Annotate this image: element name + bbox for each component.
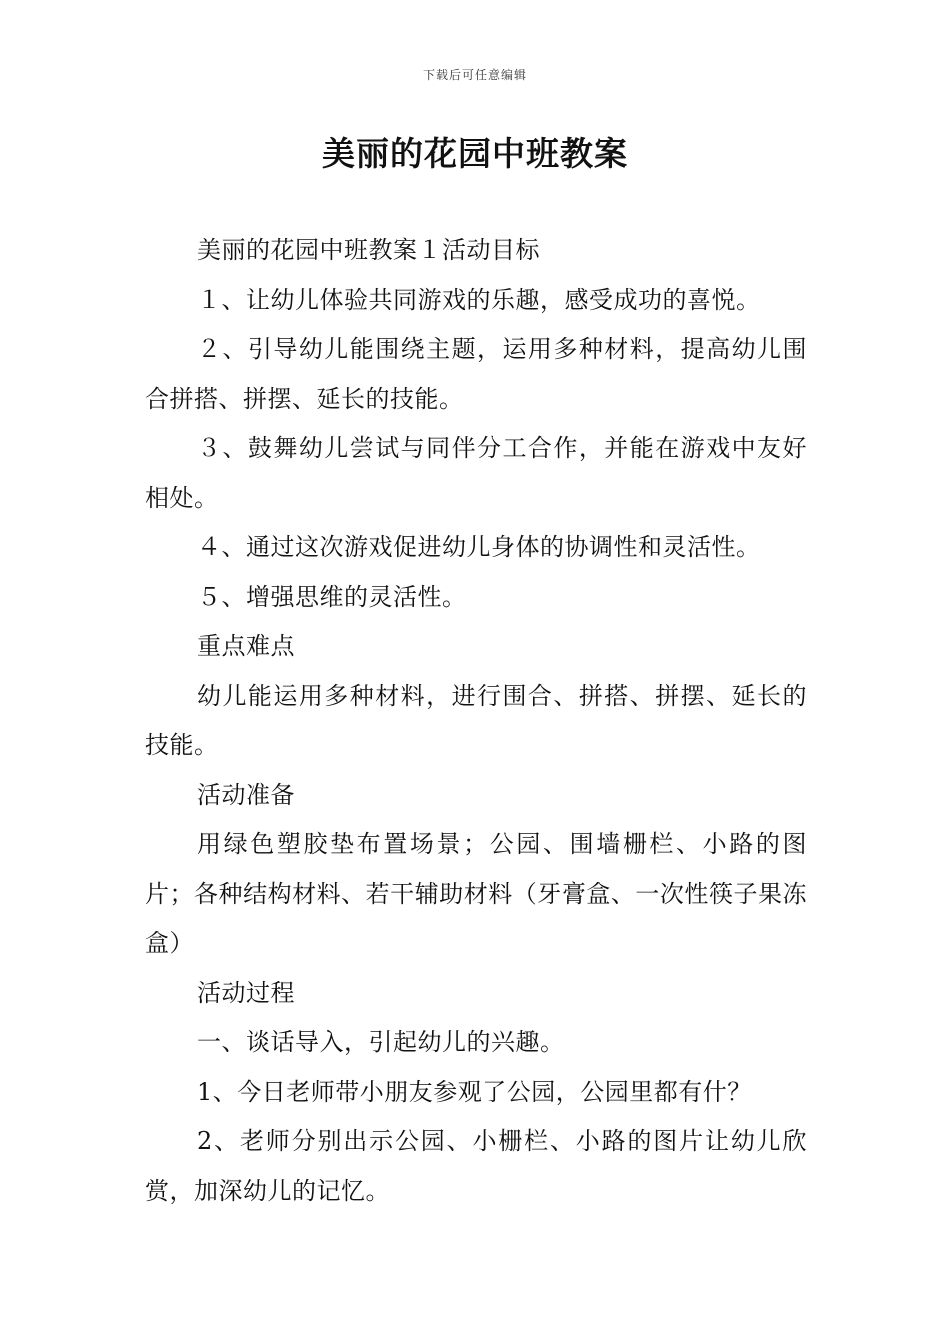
- paragraph-key-points: 幼儿能运用多种材料，进行围合、拼搭、拼摆、延长的技能。: [145, 681, 807, 759]
- paragraph-process-step-1: 1、今日老师带小朋友参观了公园，公园里都有什？: [197, 1077, 752, 1106]
- paragraph-goal-3: ３、鼓舞幼儿尝试与同伴分工合作，并能在游戏中友好相处。: [145, 434, 807, 512]
- heading-key-points: 重点难点: [197, 632, 295, 660]
- document-title: 美丽的花园中班教案: [322, 134, 628, 173]
- paragraph-goal-5: ５、增强思维的灵活性。: [197, 582, 467, 611]
- paragraph-process-intro: 一、谈话导入，引起幼儿的兴趣。: [197, 1028, 565, 1056]
- document-body: [145, 226, 807, 1216]
- paragraph-process-step-2: 2、老师分别出示公园、小栅栏、小路的图片让幼儿欣赏，加深幼儿的记忆。: [145, 1127, 807, 1205]
- paragraph-goal-4: ４、通过这次游戏促进幼儿身体的协调性和灵活性。: [197, 533, 761, 561]
- heading-preparation: 活动准备: [197, 780, 295, 809]
- paragraph-goal-1: １、让幼儿体验共同游戏的乐趣，感受成功的喜悦。: [197, 285, 761, 314]
- paragraph-goal-2: ２、引导幼儿能围绕主题，运用多种材料，提高幼儿围合拼搭、拼摆、延长的技能。: [145, 335, 807, 413]
- heading-process: 活动过程: [197, 978, 295, 1007]
- header-note: 下载后可任意编辑: [422, 68, 527, 82]
- paragraph-section-heading: 美丽的花园中班教案１活动目标: [197, 236, 540, 264]
- paragraph-preparation: 用绿色塑胶垫布置场景；公园、围墙栅栏、小路的图片；各种结构材料、若干辅助材料（牙膏盒、一次性筷子果冻盒）: [145, 830, 807, 957]
